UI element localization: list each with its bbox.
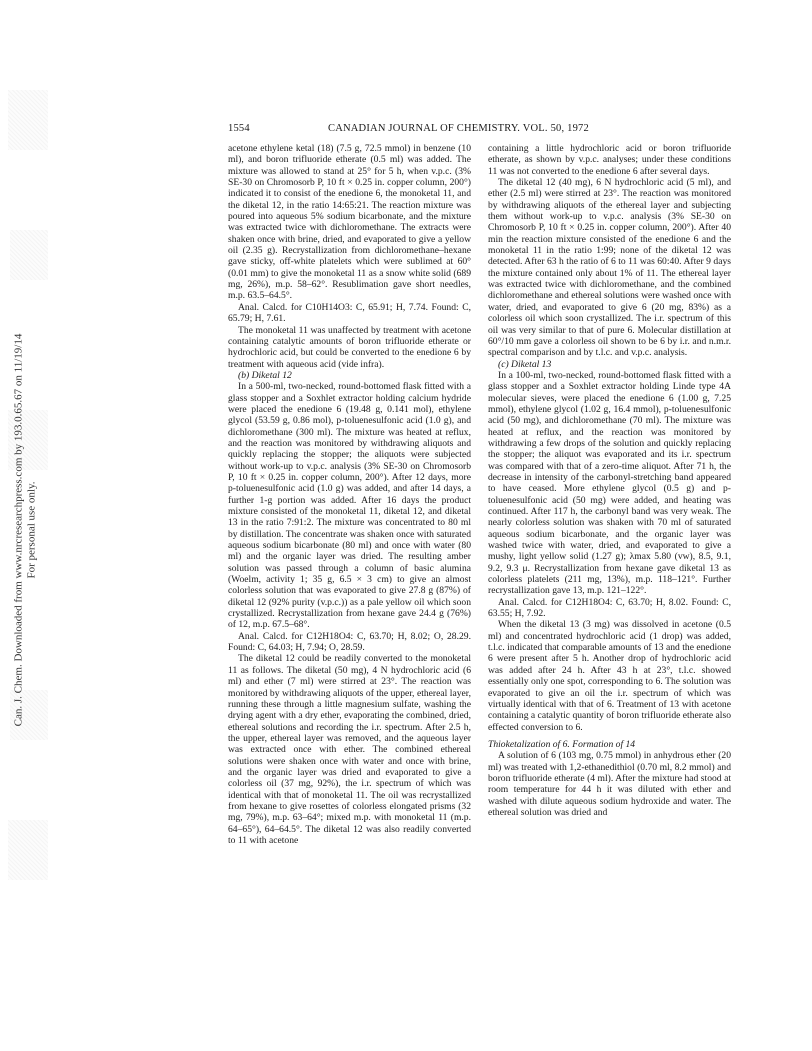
scan-speckle [10,230,48,280]
watermark-line-1: Can. J. Chem. Downloaded from www.nrcresearchpress.com by 193.0.65.67 on 11/19/14 [12,333,25,727]
scan-speckle [8,820,48,880]
paragraph: In a 500-ml, two-necked, round-bottomed flask fitted with a glass stopper and a Soxhlet extractor holding calcium hydride were placed the enedione 6 (19.48 g, 0.141 mol), ethylene glycol (53.59 g, 0.86 mol), p-toluenesulfonic acid (1.0 g), and dichloromethane (300 ml). The mixture was heated at reflux, and the reaction was monitored by withdrawing aliquots and quickly replacing the stopper; the aliquots were subjected without work-up to v.p.c. analysis (3% SE-30 on Chromosorb P, 10 ft × 0.25 in. copper column, 200°). After 12 days, more p-toluenesulfonic acid (1.0 g) was added, and after 14 days, a further 1-g portion was added. After 16 days the product mixture consisted of the monoketal 11, diketal 12, and diketal 13 in the ratio 7:91:2. The mixture was concentrated to 80 ml by distillation. The concentrate was shaken once with saturated aqueous sodium bicarbonate (80 ml) and once with water (80 ml) and the organic layer was dried. The resulting amber solution was passed through a column of basic alumina (Woelm, activity 1; 35 g, 6.5 × 3 cm) to give an almost colorless solution that was evaporated to give 27.8 g (87%) of diketal 12 (92% purity (v.p.c.)) as a pale yellow oil which soon crystallized. Recrystallization from hexane gave 24.4 g (76%) of 12, m.p. 67.5–68°. [228,381,471,631]
paragraph-continuation: containing a little hydrochloric acid or boron trifluoride etherate, as shown by v.p.c. analyses; under these conditions 11 was not converted to the enedione 6 after several days. [488,143,731,177]
section-heading: Thioketalization of 6. Formation of 14 [488,738,636,750]
paragraph: Anal. Calcd. for C10H14O3: C, 65.91; H, 7.74. Found: C, 65.79; H, 7.61. [228,301,471,325]
watermark-line-2: For personal use only. [25,481,38,579]
paragraph: A solution of 6 (103 mg, 0.75 mmol) in anhydrous ether (20 ml) was treated with 1,2-ethanedithiol (0.70 ml, 8.2 mmol) and boron trifluoride etherate (4 ml). After the mixture had stood at room temperature for 44 h it was diluted with ether and washed with dilute aqueous sodium hydroxide and water. The ethereal solution was dried and [488,750,731,818]
left-column [228,143,471,846]
paragraph: Anal. Calcd. for C12H18O4: C, 63.70; H, 8.02; O, 28.29. Found: C, 64.03; H, 7.94; O, 28.59. [228,630,471,654]
scan-speckle [8,90,48,150]
paragraph: When the diketal 13 (3 mg) was dissolved in acetone (0.5 ml) and concentrated hydrochloric acid (1 drop) was added, t.l.c. indicated that comparable amounts of 13 and the enedione 6 were present after 5 h. Another drop of hydrochloric acid was added after 24 h. After 43 h at 23°, t.l.c. showed essentially only one spot, corresponding to 6. The solution was evaporated to give an oil the i.r. spectrum of which was virtually identical with that of 6. Treatment of 13 with acetone containing a catalytic quantity of boron trifluoride etherate also effected conversion to 6. [488,619,731,733]
paragraph-continuation: acetone ethylene ketal (18) (7.5 g, 72.5 mmol) in benzene (10 ml), and boron trifluoride etherate (0.5 ml) was added. The mixture was allowed to stand at 25° for 5 h, when v.p.c. (3% SE-30 on Chromosorb P, 10 ft × 0.25 in. copper column, 200°) indicated it to consist of the enedione 6, the monoketal 11, and the diketal 12, in the ratio 14:65:21. The reaction mixture was poured into aqueous 5% sodium bicarbonate, and the mixture was extracted twice with dichloromethane. The extracts were shaken once with brine, dried, and evaporated to give a yellow oil (2.35 g). Recrystallization from dichloromethane–hexane gave sticky, off-white platelets which were sublimed at 60° (0.01 mm) to give the monoketal 11 as a snow white solid (689 mg, 26%), m.p. 58–62°. Resublimation gave short needles, m.p. 63.5–64.5°. [228,143,471,302]
paragraph: In a 100-ml, two-necked, round-bottomed flask fitted with a glass stopper and a Soxhlet extractor holding Linde type 4A molecular sieves, were placed the enedione 6 (1.00 g, 7.25 mmol), ethylene glycol (1.02 g, 16.4 mmol), p-toluenesulfonic acid (50 mg), and dichloromethane (70 ml). The mixture was heated at reflux, and the reaction was monitored by withdrawing a few drops of the solution and quickly replacing the stopper; the aliquot was evaporated and its i.r. spectrum was compared with that of a zero-time aliquot. After 71 h, the decrease in intensity of the carbonyl-stretching band appeared to have ceased. More ethylene glycol (0.5 g) and p-toluenesulfonic acid (50 mg) were added, and heating was continued. After 117 h, the carbonyl band was very weak. The nearly colorless solution was shaken with 70 ml of saturated aqueous sodium bicarbonate, and the organic layer was washed twice with water, dried, and evaporated to give a mushy, light yellow solid (1.27 g); λmax 5.80 (vw), 8.5, 9.1, 9.2, 9.3 μ. Recrystallization from hexane gave diketal 13 as colorless platelets (211 mg, 13%), m.p. 118–121°. Further recrystallization gave 13, m.p. 121–122°. [488,369,731,597]
paragraph: The diketal 12 could be readily converted to the monoketal 11 as follows. The diketal (50 mg), 4 N hydrochloric acid (6 ml) and ether (7 ml) were stirred at 23°. The reaction was monitored by withdrawing aliquots of the upper, ethereal layer, running these through a little magnesium sulfate, washing the drying agent with a dry ether, evaporating the combined, dried, ethereal solutions and recording the i.r. spectrum. After 2.5 h, the upper, ethereal layer was removed, and the aqueous layer was extracted once with ether. The combined ethereal solutions were shaken once with water and once with brine, and the organic layer was dried and evaporated to give a colorless oil (37 mg, 92%), the i.r. spectrum of which was identical with that of monoketal 11. The oil was recrystallized from hexane to give rosettes of colorless elongated prisms (32 mg, 79%), m.p. 63–64°; mixed m.p. with monoketal 11 (m.p. 64–65°), 64–64.5°. The diketal 12 was also readily converted to 11 with acetone [228,653,471,846]
paragraph: Anal. Calcd. for C12H18O4: C, 63.70; H, 8.02. Found: C, 63.55; H, 7.92. [488,596,731,620]
paragraph: The monoketal 11 was unaffected by treatment with acetone containing catalytic amounts of boron trifluoride etherate or hydrochloric acid, but could be converted to the enedione 6 by treatment with aqueous acid (vide infra). [228,324,471,370]
paragraph: The diketal 12 (40 mg), 6 N hydrochloric acid (5 ml), and ether (2.5 ml) were stirred at 23°. The reaction was monitored by withdrawing aliquots of the ethereal layer and subjecting them without work-up to v.p.c. analysis (3% SE-30 on Chromosorb P, 10 ft × 0.25 in. copper column, 200°). After 40 min the reaction mixture consisted of the enedione 6 and the monoketal 11 in the ratio 1:99; none of the diketal 12 was detected. After 63 h the ratio of 6 to 11 was 60:40. After 9 days the mixture contained only about 1% of 11. The ethereal layer was extracted twice with dichloromethane, and the combined dichloromethane and ethereal solutions were washed once with water, dried, and evaporated to give 6 (20 mg, 83%) as a colorless oil which soon crystallized. The i.r. spectrum of this oil was very similar to that of pure 6. Molecular distillation at 60°/10 mm gave a colorless oil shown to be 6 by i.r. and n.m.r. spectral comparison and by t.l.c. and v.p.c. analysis. [488,177,731,359]
download-watermark [2,300,48,760]
right-column [488,143,731,818]
journal-title: CANADIAN JOURNAL OF CHEMISTRY. VOL. 50, 1972 [328,123,589,134]
subsection-heading: (b) Diketal 12 [238,369,292,381]
page-number: 1554 [228,123,250,134]
subsection-heading: (c) Diketal 13 [498,358,552,370]
running-header [228,123,728,137]
